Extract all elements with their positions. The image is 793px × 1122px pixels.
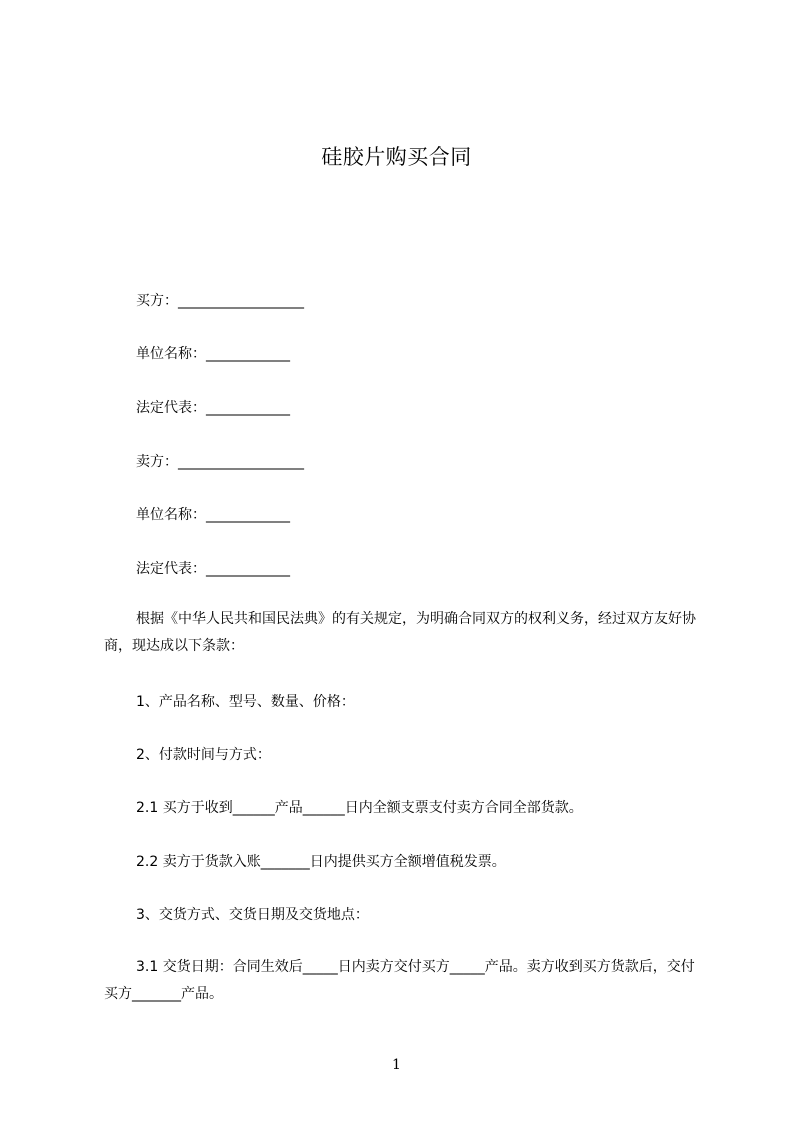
page-number: 1 xyxy=(392,1057,401,1073)
clause-2-2: 2.2 卖方于货款入账_______日内提供买方全额增值税发票。 xyxy=(136,854,506,870)
seller-representative-line: 法定代表：____________ xyxy=(136,561,290,577)
clause-1: 1、产品名称、型号、数量、价格： xyxy=(136,694,355,710)
clause-3: 3、交货方式、交货日期及交货地点： xyxy=(136,907,369,923)
buyer-unit-line: 单位名称：____________ xyxy=(136,346,290,362)
seller-unit-line: 单位名称：____________ xyxy=(136,507,290,523)
clause-3-1: 3.1 交货日期：合同生效后_____日内卖方交付买方_____产品。卖方收到买方货款后，交付买方_______产品。 xyxy=(104,959,695,1002)
page-title: 硅胶片购买合同 xyxy=(321,145,472,169)
buyer-representative-line: 法定代表：____________ xyxy=(136,400,290,416)
clause-2-1: 2.1 买方于收到______产品______日内全额支票支付卖方合同全部货款。 xyxy=(136,800,583,816)
buyer-line: 买方：__________________ xyxy=(136,293,304,309)
seller-line: 卖方：__________________ xyxy=(136,454,304,470)
preamble-paragraph: 根据《中华人民共和国民法典》的有关规定，为明确合同双方的权利义务，经过双方友好协商，现达成以下条款： xyxy=(104,611,696,654)
clause-2: 2、付款时间与方式： xyxy=(136,747,271,763)
